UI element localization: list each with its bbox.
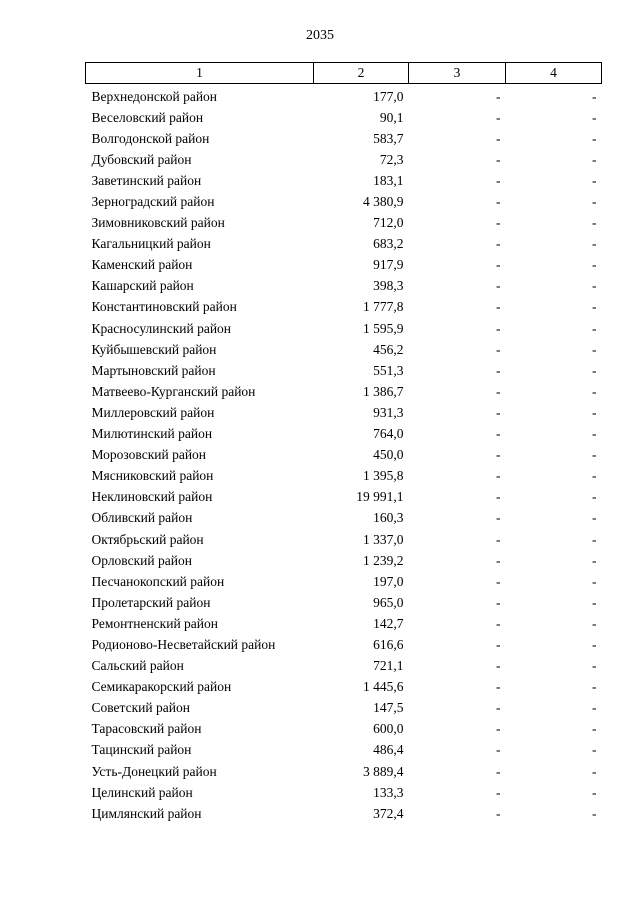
row-value-col-3: -: [496, 447, 501, 463]
row-name: Сальский район: [91, 658, 184, 674]
row-value-col-3: -: [496, 278, 501, 294]
table-row: [86, 402, 602, 423]
row-name: Константиновский район: [91, 299, 237, 315]
row-value-col-2: 1 239,2: [363, 552, 404, 568]
row-value-col-3: -: [496, 383, 501, 399]
row-value-col-4: -: [592, 341, 597, 357]
row-name: Волгодонской район: [91, 130, 210, 146]
row-value-col-3: -: [496, 88, 501, 104]
row-value-col-3: -: [496, 679, 501, 695]
row-name: Песчанокопский район: [91, 573, 225, 589]
table-row: [86, 360, 602, 381]
row-name: Мясниковский район: [91, 468, 214, 484]
row-value-col-3: -: [496, 784, 501, 800]
row-value-col-4: -: [592, 236, 597, 252]
table-row: [86, 508, 602, 529]
table-body: [86, 84, 602, 825]
row-value-col-2: 133,3: [373, 784, 404, 800]
row-value-col-2: 600,0: [373, 721, 404, 737]
table-row: [86, 529, 602, 550]
row-value-col-4: -: [592, 215, 597, 231]
header-col-1: 1: [86, 63, 314, 84]
table-row: [86, 84, 602, 108]
row-value-col-4: -: [592, 88, 597, 104]
row-value-col-3: -: [496, 742, 501, 758]
data-table: [85, 62, 602, 824]
table-row: [86, 381, 602, 402]
row-value-col-4: -: [592, 784, 597, 800]
row-value-col-3: -: [496, 573, 501, 589]
row-value-col-3: -: [496, 194, 501, 210]
row-value-col-3: -: [496, 151, 501, 167]
header-col-4: 4: [506, 63, 602, 84]
page-number: 2035: [306, 28, 334, 43]
table-row: [86, 128, 602, 149]
row-name: Зерноградский район: [91, 194, 215, 210]
row-name: Родионово-Несветайский район: [91, 636, 276, 652]
row-value-col-4: -: [592, 172, 597, 188]
row-name: Обливский район: [91, 510, 193, 526]
table-row: [86, 571, 602, 592]
table-row: [86, 191, 602, 212]
table-row: [86, 149, 602, 170]
row-value-col-4: -: [592, 594, 597, 610]
row-name: Пролетарский район: [91, 594, 211, 610]
table-row: [86, 466, 602, 487]
row-value-col-4: -: [592, 721, 597, 737]
table-row: [86, 276, 602, 297]
row-value-col-4: -: [592, 151, 597, 167]
table-row: [86, 782, 602, 803]
row-value-col-4: -: [592, 700, 597, 716]
row-value-col-2: 19 991,1: [356, 489, 404, 505]
row-value-col-4: -: [592, 278, 597, 294]
row-name: Куйбышевский район: [91, 341, 217, 357]
table-row: [86, 698, 602, 719]
row-value-col-4: -: [592, 109, 597, 125]
row-value-col-3: -: [496, 594, 501, 610]
row-value-col-2: 486,4: [373, 742, 404, 758]
row-value-col-2: 721,1: [373, 658, 404, 674]
table-row: [86, 740, 602, 761]
row-value-col-3: -: [496, 700, 501, 716]
row-value-col-3: -: [496, 130, 501, 146]
row-name: Цимлянский район: [91, 805, 202, 821]
row-value-col-2: 142,7: [373, 615, 404, 631]
row-name: Дубовский район: [91, 151, 192, 167]
row-value-col-2: 398,3: [373, 278, 404, 294]
row-value-col-4: -: [592, 489, 597, 505]
row-value-col-4: -: [592, 763, 597, 779]
row-value-col-2: 1 777,8: [363, 299, 404, 315]
table-row: [86, 761, 602, 782]
row-value-col-2: 683,2: [373, 236, 404, 252]
row-value-col-4: -: [592, 658, 597, 674]
row-name: Кагальницкий район: [91, 236, 211, 252]
row-value-col-2: 583,7: [373, 130, 404, 146]
row-name: Красносулинский район: [91, 320, 232, 336]
row-name: Тарасовский район: [91, 721, 202, 737]
row-value-col-2: 456,2: [373, 341, 404, 357]
row-value-col-4: -: [592, 531, 597, 547]
row-name: Кашарский район: [91, 278, 194, 294]
row-value-col-3: -: [496, 109, 501, 125]
row-value-col-4: -: [592, 468, 597, 484]
table-row: [86, 107, 602, 128]
row-name: Заветинский район: [91, 172, 202, 188]
table-row: [86, 634, 602, 655]
row-value-col-3: -: [496, 721, 501, 737]
row-value-col-2: 72,3: [379, 151, 404, 167]
row-name: Орловский район: [91, 552, 192, 568]
row-value-col-4: -: [592, 426, 597, 442]
row-value-col-3: -: [496, 299, 501, 315]
row-name: Веселовский район: [91, 109, 204, 125]
table-row: [86, 234, 602, 255]
row-name: Ремонтненский район: [91, 615, 218, 631]
header-col-2: 2: [314, 63, 409, 84]
row-value-col-3: -: [496, 341, 501, 357]
table-header: [86, 63, 602, 84]
row-value-col-2: 551,3: [373, 362, 404, 378]
row-value-col-2: 197,0: [373, 573, 404, 589]
row-name: Мартыновский район: [91, 362, 216, 378]
row-name: Зимовниковский район: [91, 215, 225, 231]
row-value-col-3: -: [496, 552, 501, 568]
row-value-col-3: -: [496, 172, 501, 188]
row-value-col-3: -: [496, 320, 501, 336]
row-value-col-3: -: [496, 510, 501, 526]
table-row: [86, 318, 602, 339]
table-row: [86, 719, 602, 740]
table-row: [86, 170, 602, 191]
row-name: Неклиновский район: [91, 489, 213, 505]
row-name: Семикаракорский район: [91, 679, 232, 695]
row-name: Верхнедонской район: [91, 88, 218, 104]
row-name: Октябрьский район: [91, 531, 204, 547]
row-value-col-2: 90,1: [379, 109, 404, 125]
row-value-col-4: -: [592, 510, 597, 526]
row-name: Морозовский район: [91, 447, 207, 463]
row-value-col-4: -: [592, 320, 597, 336]
row-value-col-3: -: [496, 489, 501, 505]
header-col-3: 3: [409, 63, 506, 84]
table-row: [86, 213, 602, 234]
row-name: Милютинский район: [91, 426, 213, 442]
row-value-col-4: -: [592, 615, 597, 631]
row-value-col-3: -: [496, 468, 501, 484]
row-value-col-4: -: [592, 573, 597, 589]
row-name: Тацинский район: [91, 742, 192, 758]
table-row: [86, 550, 602, 571]
row-name: Усть-Донецкий район: [91, 763, 217, 779]
row-value-col-2: 160,3: [373, 510, 404, 526]
row-value-col-4: -: [592, 257, 597, 273]
table-row: [86, 339, 602, 360]
row-value-col-3: -: [496, 615, 501, 631]
row-value-col-2: 1 395,8: [363, 468, 404, 484]
table-row: [86, 445, 602, 466]
row-value-col-2: 931,3: [373, 404, 404, 420]
row-value-col-3: -: [496, 763, 501, 779]
row-value-col-2: 917,9: [373, 257, 404, 273]
row-value-col-3: -: [496, 426, 501, 442]
header-row: [86, 63, 602, 84]
row-value-col-2: 4 380,9: [363, 194, 404, 210]
row-name: Каменский район: [91, 257, 193, 273]
table-row: [86, 487, 602, 508]
row-value-col-3: -: [496, 658, 501, 674]
row-value-col-4: -: [592, 194, 597, 210]
row-value-col-3: -: [496, 404, 501, 420]
row-name: Миллеровский район: [91, 404, 215, 420]
row-value-col-2: 147,5: [373, 700, 404, 716]
row-value-col-2: 1 445,6: [363, 679, 404, 695]
row-value-col-2: 1 595,9: [363, 320, 404, 336]
table-row: [86, 803, 602, 824]
row-value-col-4: -: [592, 447, 597, 463]
row-value-col-4: -: [592, 636, 597, 652]
row-value-col-4: -: [592, 404, 597, 420]
row-value-col-3: -: [496, 257, 501, 273]
table-row: [86, 656, 602, 677]
row-value-col-2: 177,0: [373, 88, 404, 104]
row-value-col-2: 764,0: [373, 426, 404, 442]
row-value-col-3: -: [496, 636, 501, 652]
row-name: Советский район: [91, 700, 190, 716]
table-row: [86, 592, 602, 613]
row-value-col-4: -: [592, 679, 597, 695]
row-value-col-4: -: [592, 299, 597, 315]
row-value-col-3: -: [496, 805, 501, 821]
table-row: [86, 677, 602, 698]
row-value-col-4: -: [592, 552, 597, 568]
row-name: Целинский район: [91, 784, 193, 800]
table-row: [86, 424, 602, 445]
row-value-col-4: -: [592, 742, 597, 758]
row-value-col-2: 372,4: [373, 805, 404, 821]
row-value-col-3: -: [496, 362, 501, 378]
row-value-col-2: 3 889,4: [363, 763, 404, 779]
table-row: [86, 255, 602, 276]
row-value-col-4: -: [592, 130, 597, 146]
row-value-col-2: 1 337,0: [363, 531, 404, 547]
row-value-col-2: 616,6: [373, 636, 404, 652]
table-row: [86, 297, 602, 318]
row-value-col-2: 965,0: [373, 594, 404, 610]
row-value-col-2: 712,0: [373, 215, 404, 231]
row-value-col-4: -: [592, 383, 597, 399]
table-row: [86, 613, 602, 634]
row-value-col-2: 450,0: [373, 447, 404, 463]
row-value-col-3: -: [496, 236, 501, 252]
row-value-col-3: -: [496, 531, 501, 547]
row-value-col-4: -: [592, 362, 597, 378]
row-name: Матвеево-Курганский район: [91, 383, 256, 399]
row-value-col-3: -: [496, 215, 501, 231]
row-value-col-2: 1 386,7: [363, 383, 404, 399]
row-value-col-4: -: [592, 805, 597, 821]
row-value-col-2: 183,1: [373, 172, 404, 188]
